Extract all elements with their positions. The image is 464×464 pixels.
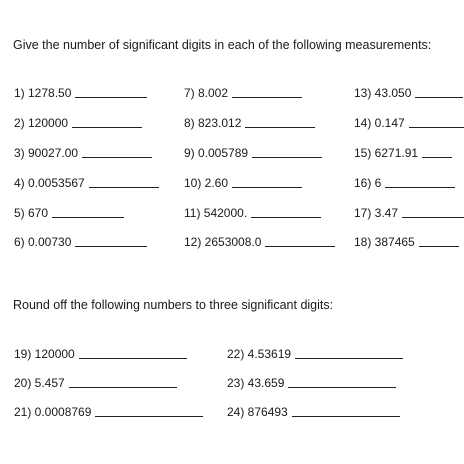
question-text: 1) 1278.50: [14, 86, 72, 100]
question-text: 21) 0.0008769: [14, 405, 92, 419]
question-10: [184, 175, 302, 190]
question-5: [14, 205, 124, 220]
answer-blank[interactable]: [72, 116, 142, 128]
question-text: 11) 542000.: [184, 206, 248, 220]
question-text: 6) 0.00730: [14, 235, 72, 249]
question-18: [354, 234, 459, 249]
answer-blank[interactable]: [385, 176, 455, 188]
question-text: 10) 2.60: [184, 176, 229, 190]
question-text: 4) 0.0053567: [14, 176, 85, 190]
answer-blank[interactable]: [265, 235, 335, 247]
question-12: [184, 234, 335, 249]
answer-blank[interactable]: [232, 176, 302, 188]
question-20: [14, 375, 177, 390]
question-13: [354, 85, 463, 100]
answer-blank[interactable]: [95, 405, 203, 417]
answer-blank[interactable]: [245, 116, 315, 128]
question-text: 2) 120000: [14, 116, 69, 130]
answer-blank[interactable]: [288, 376, 396, 388]
answer-blank[interactable]: [69, 376, 177, 388]
question-text: 24) 876493: [227, 405, 288, 419]
answer-blank[interactable]: [295, 347, 403, 359]
significant-digits-instructions: Give the number of significant digits in each of the following measurements:: [13, 38, 432, 52]
answer-blank[interactable]: [422, 146, 452, 158]
question-text: 3) 90027.00: [14, 146, 79, 160]
question-text: 5) 670: [14, 206, 49, 220]
question-text: 18) 387465: [354, 235, 415, 249]
answer-blank[interactable]: [251, 206, 321, 218]
question-22: [227, 346, 403, 361]
question-text: 7) 8.002: [184, 86, 229, 100]
question-3: [14, 145, 152, 160]
question-1: [14, 85, 147, 100]
question-text: 22) 4.53619: [227, 347, 292, 361]
rounding-instructions: Round off the following numbers to three significant digits:: [13, 298, 334, 312]
question-4: [14, 175, 159, 190]
question-17: [354, 205, 464, 220]
question-text: 8) 823.012: [184, 116, 242, 130]
answer-blank[interactable]: [75, 235, 147, 247]
question-24: [227, 404, 400, 419]
question-19: [14, 346, 187, 361]
question-text: 20) 5.457: [14, 376, 65, 390]
answer-blank[interactable]: [52, 206, 124, 218]
question-16: [354, 175, 455, 190]
answer-blank[interactable]: [402, 206, 464, 218]
question-text: 16) 6: [354, 176, 382, 190]
answer-blank[interactable]: [409, 116, 464, 128]
answer-blank[interactable]: [232, 86, 302, 98]
question-8: [184, 115, 315, 130]
answer-blank[interactable]: [252, 146, 322, 158]
question-23: [227, 375, 396, 390]
question-14: [354, 115, 464, 130]
question-text: 12) 2653008.0: [184, 235, 262, 249]
answer-blank[interactable]: [415, 86, 463, 98]
question-6: [14, 234, 147, 249]
question-15: [354, 145, 452, 160]
question-7: [184, 85, 302, 100]
answer-blank[interactable]: [82, 146, 152, 158]
question-text: 14) 0.147: [354, 116, 405, 130]
question-text: 15) 6271.91: [354, 146, 419, 160]
answer-blank[interactable]: [419, 235, 459, 247]
question-21: [14, 404, 203, 419]
question-9: [184, 145, 322, 160]
question-2: [14, 115, 142, 130]
question-text: 19) 120000: [14, 347, 75, 361]
answer-blank[interactable]: [292, 405, 400, 417]
question-11: [184, 205, 321, 220]
question-text: 13) 43.050: [354, 86, 412, 100]
question-text: 17) 3.47: [354, 206, 399, 220]
question-text: 9) 0.005789: [184, 146, 249, 160]
question-text: 23) 43.659: [227, 376, 285, 390]
answer-blank[interactable]: [89, 176, 159, 188]
answer-blank[interactable]: [79, 347, 187, 359]
answer-blank[interactable]: [75, 86, 147, 98]
